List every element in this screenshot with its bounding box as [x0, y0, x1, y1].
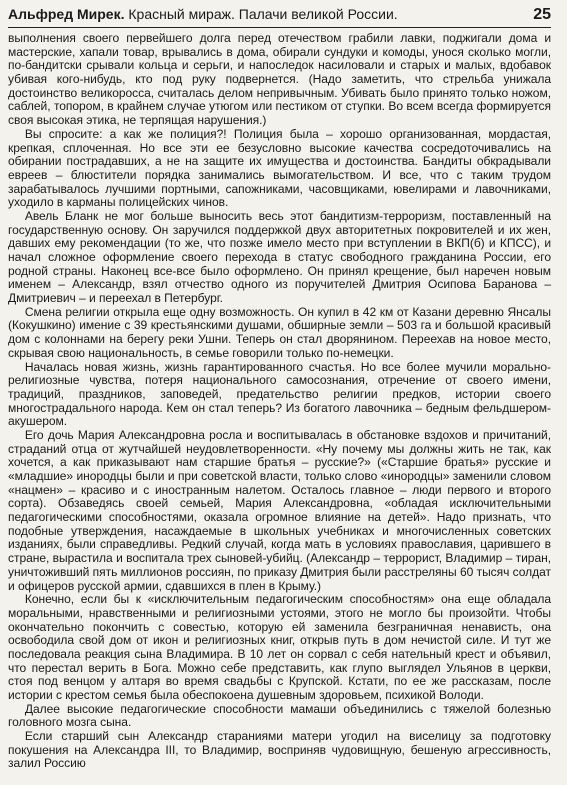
- running-header: [8, 6, 551, 28]
- paragraph-3: Авель Бланк не мог больше выносить весь этот бандитизм-терроризм, поставленный на государственную основу. Он заручился поддержкой двух авторитетных покровителей и их жен, давших ему рекомендации (то же, что позже имело место при вступлении в ВКП(б) и КПСС), и начал сложное оформление своего перехода в статус свободного гражданина России, его родной страны. Наконец все-все было оформлено. Он принял крещение, был наречен новым именем – Александр, взял отчество одного из поручителей Дмитрия Осипова Баранова – Дмитриевич – и переехал в Петербург.: [8, 208, 551, 306]
- book-title: Красный мираж. Палачи великой России.: [128, 6, 398, 22]
- paragraph-5: Началась новая жизнь, жизнь гарантированного счастья. Но все более мучили морально-религиозные чувства, потеря национального самосознания, отречение от своего имени, традиций, праздников, заповедей, предательство религии предков, истории своего многострадального народа. Кем он стал теперь? Из богатого лавочника – бедным фельдшером-акушером.: [8, 359, 551, 429]
- body-text: [8, 32, 551, 771]
- paragraph-1: выполнения своего первейшего долга перед отечеством грабили лавки, поджигали дома и мастерские, хапали товар, врывались в дома, обирали сундуки и комоды, унося сколько могли, по-бандитски срывали кольца и серьги, и напоследок насиловали и старых и малых, вдобавок убивая кого-нибудь, кто под руку подвернется. (Надо заметить, что стрельба унижала достоинство великоросса, считалась делом непривычным. Убивать было принято только ножом, саблей, топором, в крайнем случае утюгом или пестиком от ступки. Во всем всегда формируется своя высокая этика, не терпящая нарушения.): [8, 31, 551, 128]
- author-name: Альфред Мирек.: [8, 6, 125, 22]
- paragraph-7: Конечно, если бы к «исключительным педагогическим способностям» она еще обладала моральными, нравственными и религиозными устоями, этого не могло бы произойти. Чтобы окончательно покончить с совестью, которую ей заменила безграничная ненависть, она освободила свой дом от икон и религиозных книг, открыв путь в дом нечистой силе. И тут же последовала реакция сына Владимира. В 10 лет он сорвал с себя нательный крест и объявил, что перестал верить в Бога. Можно себе представить, как глупо выглядел Ульянов в церкви, стоя под венцом у алтаря во время свадьбы с Крупской. Кстати, по ее же рассказам, после истории с крестом семья была обеспокоена душевным здоровьем, психикой Володи.: [8, 592, 551, 702]
- paragraph-9: Если старший сын Александр стараниями матери угодил на виселицу за подготовку покушения на Александра III, то Владимир, восприняв чудовищную, бешеную агрессивность, залил Россию: [8, 729, 551, 771]
- paragraph-6: Его дочь Мария Александровна росла и воспитывалась в обстановке вздохов и причитаний, страданий отца от жутчайшей неудовлетворенности. «Ну почему мы должны жить не так, как хочется, а как приказывают нам старшие братья – русские?» («Старшие братья» русские и «младшие» инородцы были и при советской власти, только слово «инородцы» заменили словом «нацмен» – красиво и с иностранным налетом. Осталось главное – люди первого и второго сорта). Обзаведясь своей семьей, Мария Александровна, «обладая исключительными педагогическими способностями, оказала огромное влияние на детей». Надо признать, что подобные утверждения, насаждаемые в школьных учебниках и многочисленных советских изданиях, были справедливы. Редкий случай, когда мать в условиях православия, царившего в стране, вырастила и воспитала трех сыновей-убийц. (Александр – террорист, Владимир – тиран, уничтоживший пять миллионов россиян, по приказу Дмитрия были расстреляны 60 тысяч солдат и офицеров русской армии, сдавшихся в плен в Крыму.): [8, 427, 551, 593]
- paragraph-2: Вы спросите: а как же полиция?! Полиция была – хорошо организованная, мордастая, крепкая, сплоченная. Но все эти ее безусловно высокие качества сосредоточивались на обирании пострадавших, а не на защите их имущества и достоинства. Бандиты обкрадывали евреев – блюстители порядка занимались вымогательством. И все, что с таким трудом зарабатывалось лучшими портными, сапожниками, часовщиками, ювелирами и лавочниками, уходило в карманы полицейских чинов.: [8, 126, 551, 210]
- paragraph-4: Смена религии открыла еще одну возможность. Он купил в 42 км от Казани деревню Янсалы (Кокушкино) имение с 39 крестьянскими душами, обширные земли – 503 га и большой красивый дом с колоннами на берегу реки Ушни. Теперь он стал дворянином. Переехав на новое место, скрывая свою национальность, в семье говорили только по-немецки.: [8, 304, 551, 360]
- paragraph-8: Далее высокие педагогические способности мамаши объединились с тяжелой болезнью головного мозга сына.: [8, 701, 551, 730]
- running-title: [8, 6, 398, 22]
- page-number: 25: [533, 6, 551, 23]
